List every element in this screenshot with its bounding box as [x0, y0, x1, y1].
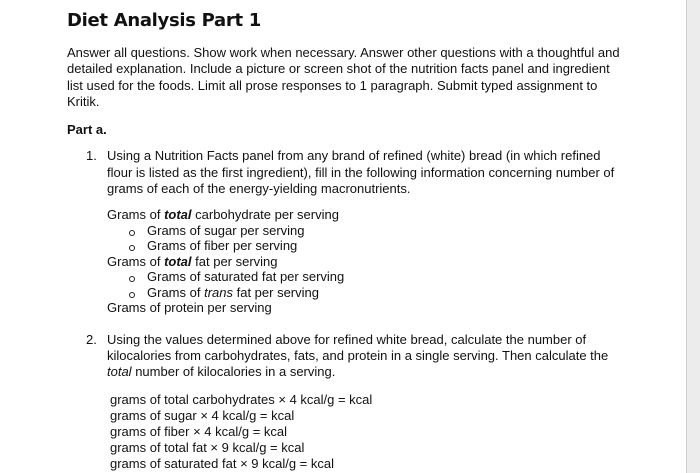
- list-item-total-carbohydrate: [107, 207, 344, 223]
- calc-line-saturated-fat: grams of saturated fat × 9 kcal/g = kcal: [110, 456, 335, 471]
- list-item-text: Grams of: [107, 207, 165, 222]
- list-item-total-fat: [107, 254, 344, 270]
- question-1: [86, 148, 616, 198]
- macronutrient-list: [107, 207, 344, 316]
- list-item-fiber: [107, 238, 344, 254]
- question-1-text: Using a Nutrition Facts panel from any brand of refined (white) bread (in which refined flour is listed as the first ingredient), fill in the following information concerning number of grams of each of the energy-yielding macronutrients.: [107, 148, 615, 196]
- list-item-protein: Grams of protein per serving: [107, 300, 272, 315]
- question-2: [86, 332, 616, 380]
- list-item-trans-fat: [107, 285, 344, 301]
- list-item-text: Grams of: [147, 284, 205, 300]
- question-2-text-part: number of kilocalories in a serving.: [131, 364, 336, 379]
- question-2-text: [107, 332, 616, 380]
- hollow-bullet-icon: [129, 245, 135, 251]
- hollow-bullet-icon: [129, 292, 135, 298]
- list-item-text: fat per serving: [232, 284, 319, 300]
- question-1-number: 1.: [86, 148, 97, 163]
- emphasis-total: total: [107, 364, 132, 379]
- hollow-bullet-icon: [129, 230, 135, 236]
- list-item-text: Grams of: [107, 253, 165, 269]
- emphasis-trans: trans: [204, 284, 233, 300]
- emphasis-total: total: [164, 253, 192, 269]
- list-item-text: Grams of saturated fat per serving: [147, 269, 345, 284]
- calc-line-fiber: grams of fiber × 4 kcal/g = kcal: [110, 424, 288, 439]
- instructions-paragraph: Answer all questions. Show work when necessary. Answer other questions with a thoughtful and detailed explanation. Include a picture or screen shot of the nutrition facts panel and ingredient list used for the foods. Limit all prose responses to 1 paragraph. Submit typed assignment to Kritik.: [67, 45, 620, 109]
- page-title: Diet Analysis Part 1: [67, 10, 261, 31]
- list-item-text: fat per serving: [191, 253, 278, 269]
- list-item-sugar: [107, 223, 344, 239]
- question-2-text-part: Using the values determined above for refined white bread, calculate the number of kilocalories from carbohydrates, fats, and protein in a single serving. Then calculate the: [107, 332, 609, 363]
- list-item-saturated-fat: [107, 269, 344, 285]
- calc-line-total-fat: grams of total fat × 9 kcal/g = kcal: [110, 440, 305, 455]
- question-2-number: 2.: [86, 332, 97, 347]
- calc-line-total-carbohydrates: grams of total carbohydrates × 4 kcal/g = kcal: [110, 392, 373, 407]
- list-item-text: carbohydrate per serving: [191, 207, 339, 222]
- list-item-text: Grams of sugar per serving: [147, 222, 305, 238]
- calc-line-sugar: grams of sugar × 4 kcal/g = kcal: [110, 408, 295, 423]
- hollow-bullet-icon: [129, 276, 135, 282]
- part-heading: Part a.: [67, 122, 107, 137]
- emphasis-total: total: [164, 207, 192, 222]
- list-item-text: Grams of fiber per serving: [147, 238, 298, 253]
- calculation-list: [110, 392, 372, 472]
